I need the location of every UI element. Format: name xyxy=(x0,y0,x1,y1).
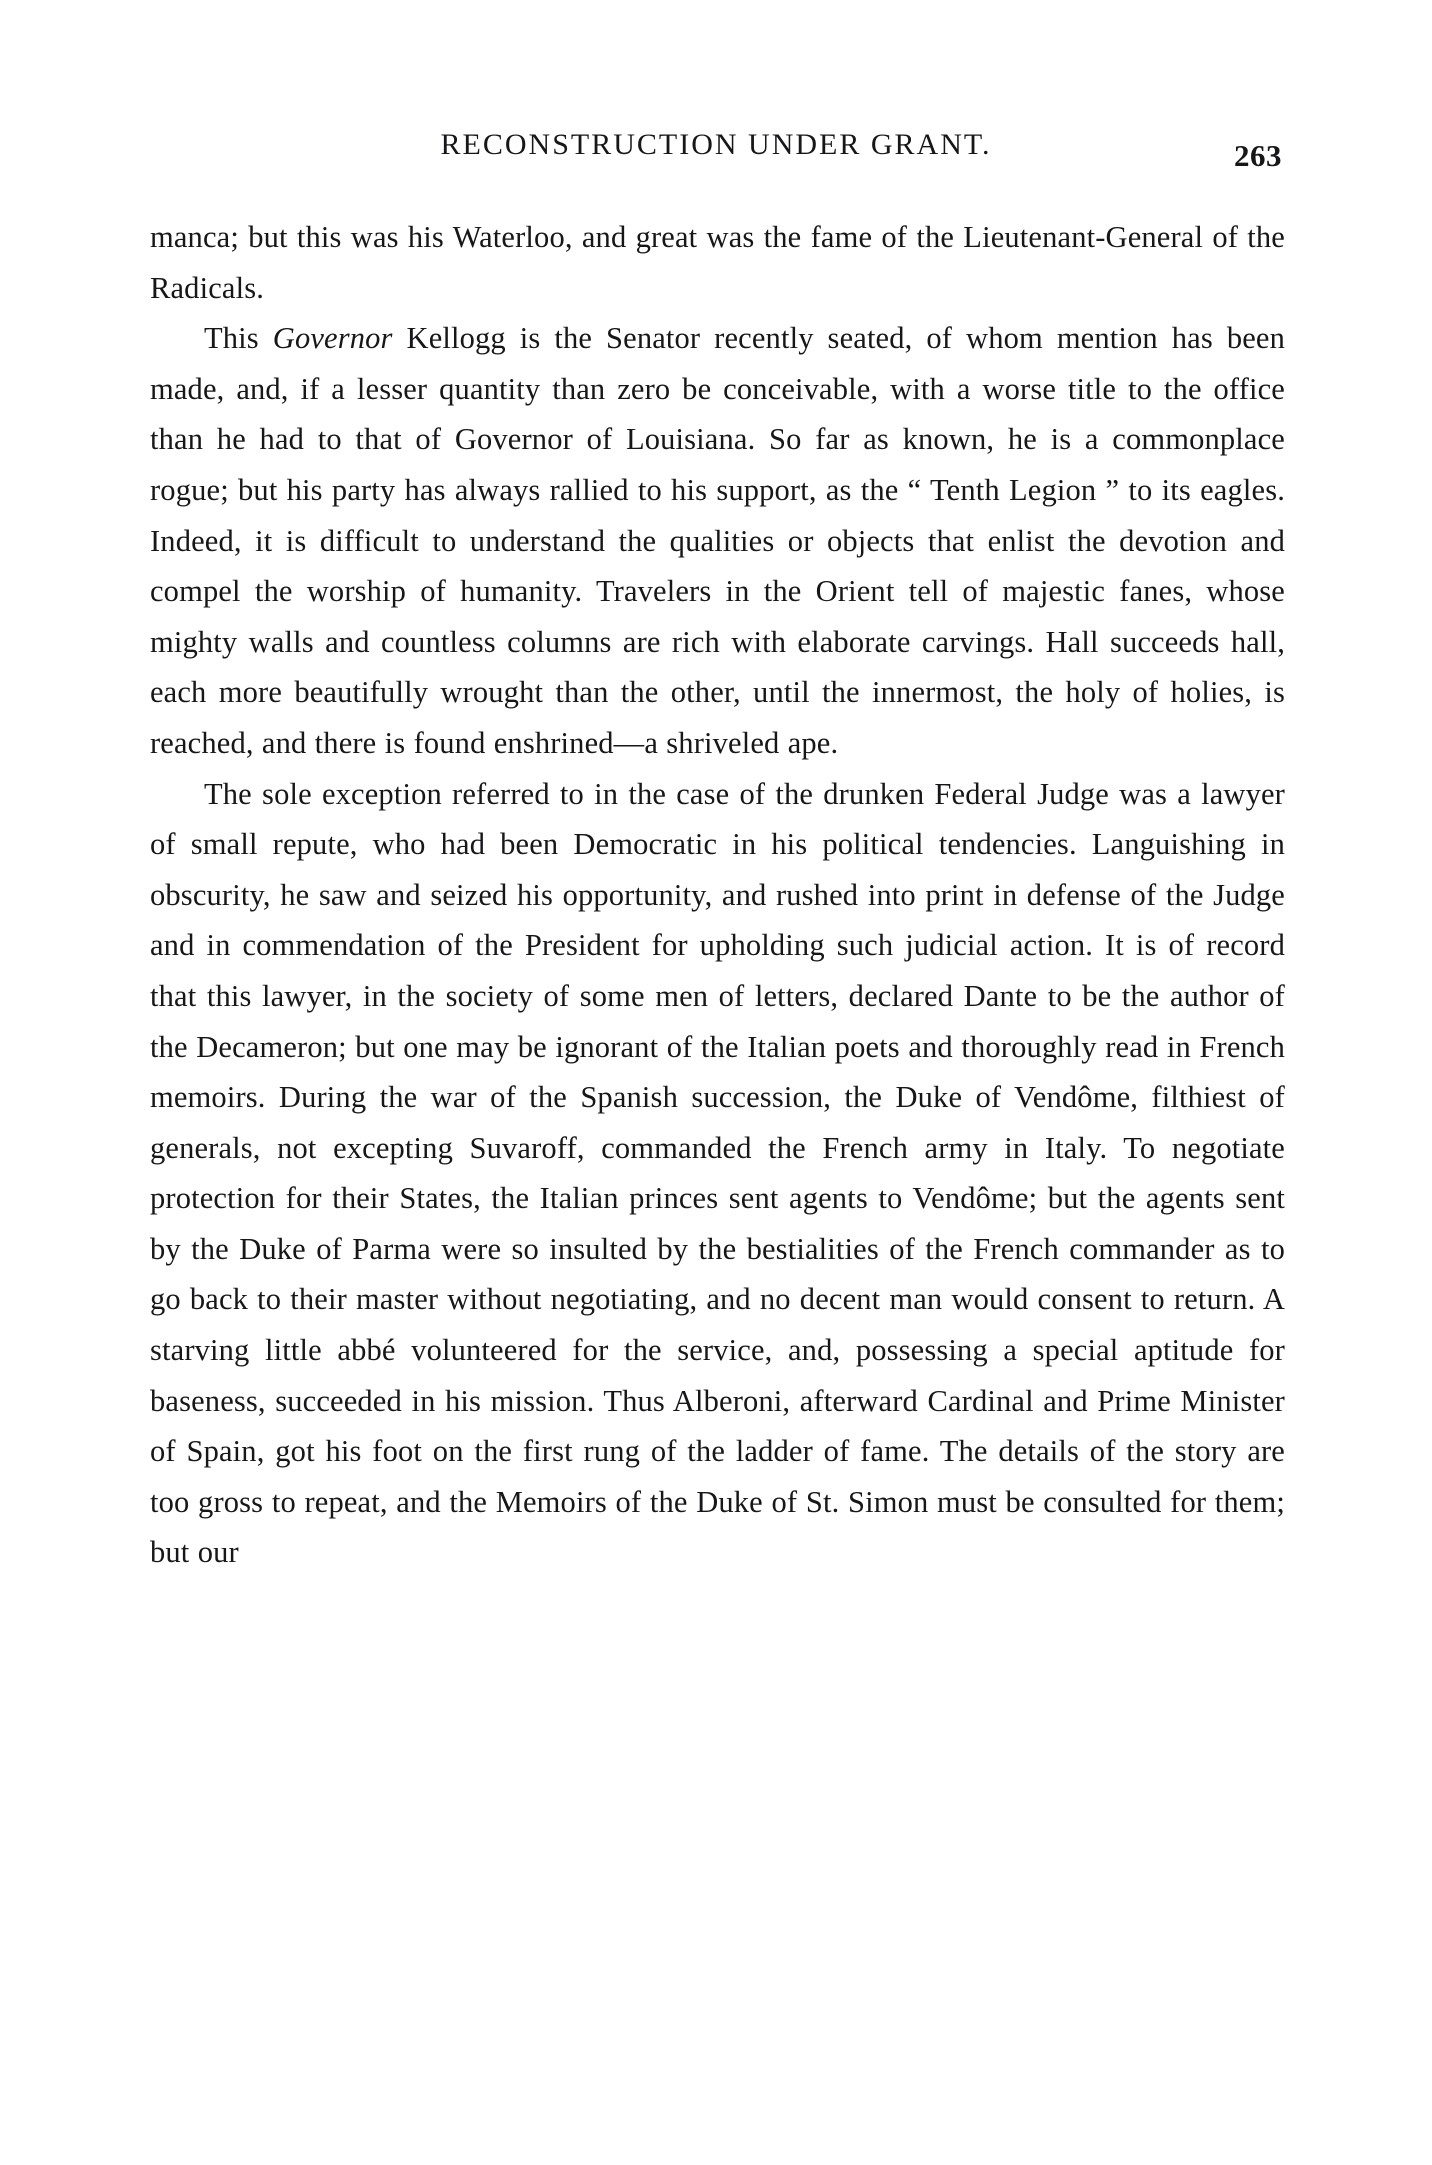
page-header xyxy=(150,128,1282,172)
paragraph-2-rest: Kellogg is the Senator recently seated, of whom mention has been made, and, if a lesser quantity than zero be conceivable, with a worse title to the office than he had to that of Governor of Louisiana. So far as known, he is a commonplace rogue; but his party has always rallied to his support, as the “ Tenth Legion ” to its eagles. Indeed, it is difficult to understand the qualities or objects that enlist the devotion and compel the worship of humanity. Travelers in the Orient tell of majestic fanes, whose mighty walls and countless columns are rich with elaborate carvings. Hall succeeds hall, each more beautifully wrought than the other, until the innermost, the holy of holies, is reached, and there is found enshrined—a shriveled ape. xyxy=(150,321,1285,760)
paragraph-1: manca; but this was his Waterloo, and great was the fame of the Lieutenant-General of the Radicals. xyxy=(150,220,1285,305)
body-text xyxy=(150,212,1285,1578)
paragraph-2 xyxy=(150,313,1285,768)
paragraph-3: The sole exception referred to in the case of the drunken Federal Judge was a lawyer of small repute, who had been Democratic in his political tendencies. Languishing in obscurity, he saw and seized his opportunity, and rushed into print in defense of the Judge and in commendation of the President for upholding such judicial action. It is of record that this lawyer, in the society of some men of letters, declared Dante to be the author of the Decameron; but one may be ignorant of the Italian poets and thoroughly read in French memoirs. During the war of the Spanish succession, the Duke of Vendôme, filthiest of generals, not excepting Suvaroff, commanded the French army in Italy. To negotiate protection for their States, the Italian princes sent agents to Vendôme; but the agents sent by the Duke of Parma were so insulted by the bestialities of the French commander as to go back to their master without negotiating, and no decent man would consent to return. A starving little abbé volunteered for the service, and, possessing a special aptitude for baseness, succeeded in his mission. Thus Alberoni, afterward Cardinal and Prime Minister of Spain, got his foot on the first rung of the ladder of fame. The details of the story are too gross to repeat, and the Memoirs of the Duke of St. Simon must be consulted for them; but our xyxy=(150,776,1285,1570)
page-number: 263 xyxy=(1234,138,1282,173)
running-head: RECONSTRUCTION UNDER GRANT. xyxy=(440,128,992,161)
paragraph-2-italic: Governor xyxy=(272,321,393,356)
paragraph-2-lead: This xyxy=(204,321,273,356)
